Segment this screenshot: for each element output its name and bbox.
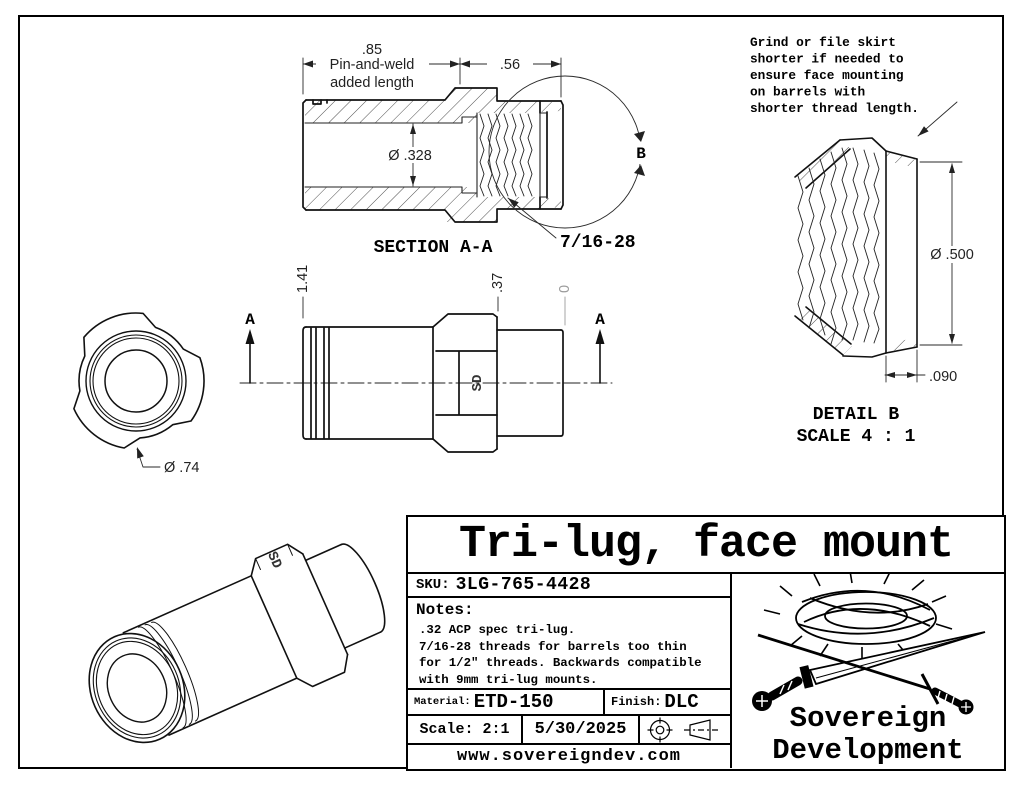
note-line: with 9mm tri-lug mounts.: [419, 672, 598, 687]
iso-view: [67, 518, 403, 770]
note-line: for 1/2" threads. Backwards compatible: [419, 656, 702, 670]
notes-section: [408, 598, 730, 690]
side-engraving: SD: [470, 374, 486, 392]
projection-cell: [640, 716, 730, 743]
material-value: ETD-150: [473, 691, 554, 713]
sku-value: 3LG-765-4428: [455, 575, 592, 595]
front-dim-diameter: Ø .74: [164, 460, 200, 476]
ordinate-mid: .37: [490, 272, 506, 293]
note-line: Grind or file skirt: [750, 35, 896, 50]
dim-added-length: .85: [361, 42, 383, 58]
iso-engraving: SD: [263, 549, 285, 572]
detail-marker-label: B: [636, 145, 646, 163]
dim-bore-diameter: Ø .328: [388, 148, 432, 164]
material-label: Material:: [414, 696, 471, 708]
scale-label: Scale:: [419, 721, 474, 738]
brand-name: [732, 703, 1004, 766]
detail-label: DETAIL B: [812, 405, 900, 425]
brand-line-2: Development: [772, 733, 964, 767]
note-line: ensure face mounting: [750, 68, 904, 83]
cut-label-right: A: [595, 311, 605, 329]
cut-arrow-left: [245, 311, 255, 383]
detail-dim-skirt: .090: [929, 369, 958, 385]
note-line: shorter if needed to: [750, 51, 904, 67]
scale-value: 2:1: [482, 721, 510, 738]
third-angle-projection-icon: [642, 717, 728, 743]
detail-note: [750, 35, 957, 136]
ordinate-zero: 0: [557, 284, 573, 293]
title-block-left: [408, 574, 732, 768]
detail-hatching: [795, 140, 917, 355]
notes-label: Notes:: [416, 601, 474, 619]
website: www.sovereigndev.com: [456, 747, 682, 766]
side-view: [240, 265, 612, 452]
note-line: shorter thread length.: [750, 101, 919, 116]
material-finish-row: [408, 690, 730, 716]
brand-line-1: Sovereign: [789, 702, 947, 736]
dim-thread-length: .56: [499, 57, 521, 73]
front-dim-leader: [137, 447, 199, 476]
cut-arrow-right: [595, 311, 605, 383]
scale-cell: [408, 716, 523, 743]
material-cell: [408, 690, 605, 714]
front-rings: [86, 331, 186, 431]
date-cell: 5/30/2025: [523, 716, 640, 743]
brand-logo-cell: [732, 574, 1004, 768]
finish-value: DLC: [664, 691, 699, 713]
section-view: [303, 42, 653, 258]
scale-row: [408, 716, 730, 745]
front-view: [74, 313, 204, 476]
crown-and-swords-logo-icon: [732, 574, 1004, 719]
detail-scale-label: SCALE 4 : 1: [796, 427, 916, 447]
finish-label: Finish:: [611, 695, 662, 709]
sku-row: [408, 574, 730, 598]
note-line: .32 ACP spec tri-lug.: [419, 623, 576, 637]
dim-added-note-1: Pin-and-weld: [329, 57, 415, 73]
note-line: 7/16-28 threads for barrels too thin: [419, 639, 687, 654]
ordinate-left: 1.41: [295, 264, 311, 293]
title-block: [406, 515, 1006, 771]
detail-dim-diameter: Ø .500: [930, 247, 974, 263]
finish-cell: [605, 690, 730, 714]
section-label: SECTION A-A: [373, 238, 493, 258]
part-title: Tri-lug, face mount: [408, 517, 1004, 574]
thread-callout: 7/16-28: [560, 233, 636, 253]
dim-added-note-2: added length: [330, 75, 414, 91]
note-line: on barrels with: [750, 84, 866, 100]
ordinate-dimensions: [295, 265, 573, 325]
detail-view: [750, 35, 980, 447]
cut-label-left: A: [245, 311, 255, 329]
sku-label: SKU:: [416, 577, 450, 593]
